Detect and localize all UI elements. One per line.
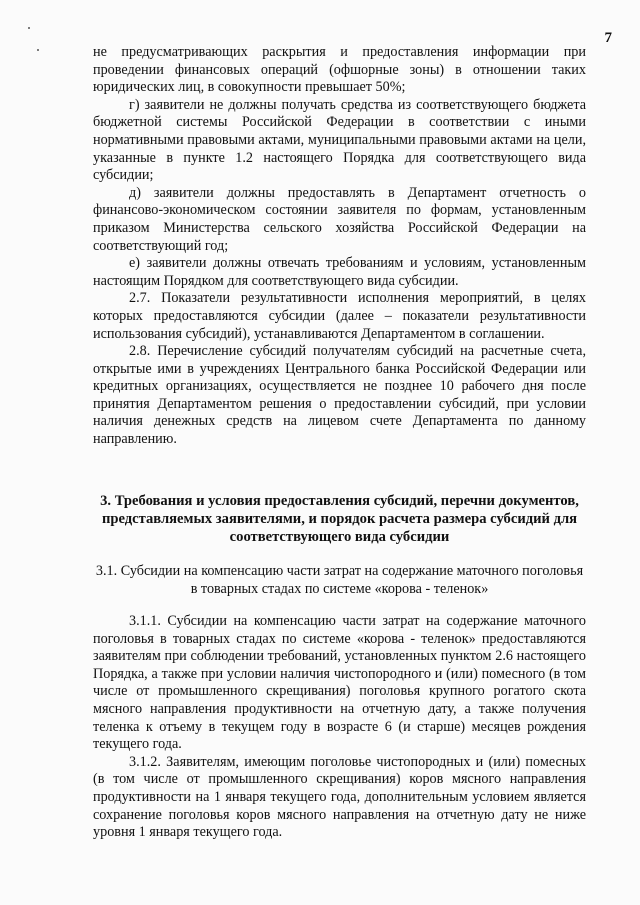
top-text-block <box>93 44 586 449</box>
subsection-heading: 3.1. Субсидии на компенсацию части затрат на содержание маточного поголовья в товарных стадах по системе «корова - теленок» <box>95 563 584 597</box>
page-number: 7 <box>604 30 612 46</box>
paragraph-offshore-continuation: не предусматривающих раскрытия и предоставления информации при проведении финансовых операций (офшорные зоны) в отношении таких юридических лиц, в совокупности превышает 50%; <box>93 44 586 96</box>
bottom-text-block <box>93 613 586 842</box>
scan-speck <box>28 27 30 29</box>
paragraph-item-g: г) заявители не должны получать средства из соответствующего бюджета бюджетной системы Российской Федерации в соответствии с иными нормативными правовыми актами, муниципальными правовыми актами на цели, указанные в пункте 1.2 настоящего Порядка для соответствующего вида субсидии; <box>93 96 586 184</box>
section-heading: 3. Требования и условия предоставления субсидий, перечни документов, представляемых заявителями, и порядок расчета размера субсидий для соответствующего вида субсидии <box>100 493 579 545</box>
paragraph-item-e: е) заявители должны отвечать требованиям и условиям, установленным настоящим Порядком для соответствующего вида субсидии. <box>93 255 586 289</box>
paragraph-item-d: д) заявители должны предоставлять в Департамент отчетность о финансово-экономическом состоянии заявителя по формам, установленным приказом Министерства сельского хозяйства Российской Федерации на соответствующий год; <box>93 184 586 254</box>
scan-speck <box>37 49 39 51</box>
paragraph-3-1-1: 3.1.1. Субсидии на компенсацию части затрат на содержание маточного поголовья в товарных стадах по системе «корова - теленок» предоставляются заявителям при соблюдении требований, установленных пунктом 2.6 настоящего Порядка, а также при условии наличия чистопородного и (или) помесного (в том числе от промышленного скрещивания) поголовья крупного рогатого скота мясного направления продуктивности на отчетную дату, а также получения теленка к отъему в текущем году в возрасте 6 (и старше) месяцев рождения текущего года. <box>93 613 586 753</box>
paragraph-2-8: 2.8. Перечисление субсидий получателям субсидий на расчетные счета, открытые ими в учреждениях Центрального банка Российской Федерации или кредитных организациях, осуществляется не позднее 10 рабочего дня после принятия Департаментом решения о предоставлении субсидий, при условии наличия денежных средств на лицевом счете Департамента по данному направлению. <box>93 343 586 448</box>
paragraph-3-1-2: 3.1.2. Заявителям, имеющим поголовье чистопородных и (или) помесных (в том числе от промышленного скрещивания) коров мясного направления продуктивности на 1 января текущего года, дополнительным условием является сохранение поголовья коров мясного направления на отчетную дату не ниже уровня 1 января текущего года. <box>93 753 586 841</box>
paragraph-2-7: 2.7. Показатели результативности исполнения мероприятий, в целях которых предоставляются субсидии (далее – показатели результативности использования субсидий), устанавливаются Департаментом в соглашении. <box>93 290 586 342</box>
